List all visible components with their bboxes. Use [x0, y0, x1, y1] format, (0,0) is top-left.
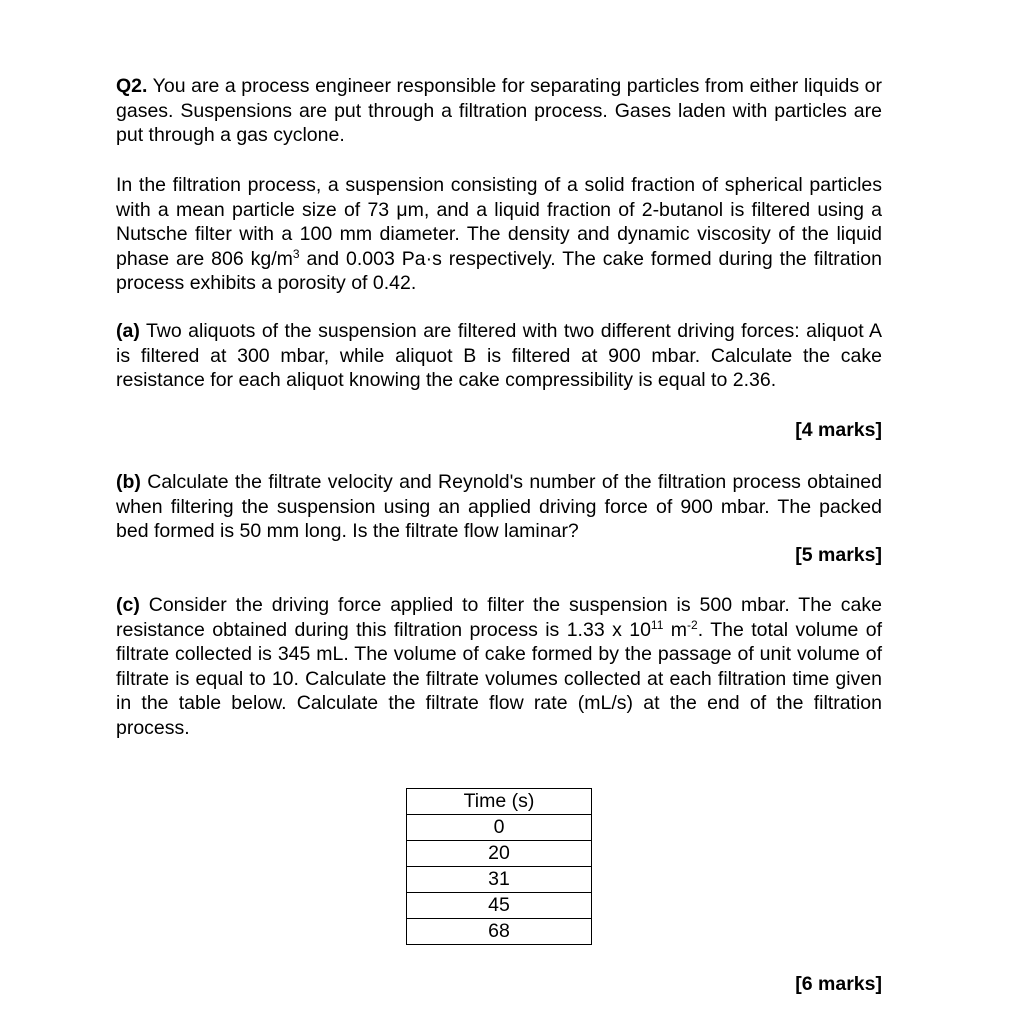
superscript-minus-2: -2	[687, 617, 698, 632]
time-table	[406, 788, 592, 945]
part-c-text-3: . The total volume of filtrate collected is 345 mL. The volume of cake formed by the passage of unit volume of filtrate is equal to 10. Calculate the filtrate volumes collected at each filtration time given in the table below. Calculate the filtrate flow rate (mL/s) at the end of the filtration process.	[116, 618, 882, 739]
table-cell: 68	[407, 919, 592, 945]
part-b-marks: [5 marks]	[795, 544, 882, 566]
question-label: Q2.	[116, 75, 148, 97]
table-cell: 0	[407, 815, 592, 841]
table-cell: 45	[407, 893, 592, 919]
part-a-text: Two aliquots of the suspension are filtered with two different driving forces: aliquot A is filtered at 300 mbar, while aliquot B is filtered at 900 mbar. Calculate the cake resistance for each aliquot knowing the cake compressibility is equal to 2.36.	[116, 320, 882, 391]
table-cell: 20	[407, 841, 592, 867]
table-header-time: Time (s)	[407, 789, 592, 815]
filtration-text-2: and 0.003 Pa·s respectively. The cake formed during the filtration process exhibits a porosity of 0.42.	[116, 247, 882, 294]
part-b	[116, 470, 882, 544]
part-a-marks: [4 marks]	[795, 419, 882, 441]
part-c-text-2: m	[663, 618, 688, 641]
table-cell: 31	[407, 867, 592, 893]
table-row	[407, 815, 592, 841]
part-b-text: Calculate the filtrate velocity and Reynold's number of the filtration process obtained when filtering the suspension using an applied driving force of 900 mbar. The packed bed formed is 50 mm long. Is the filtrate flow laminar?	[116, 471, 882, 542]
superscript-11: 11	[650, 617, 664, 632]
part-c-label: (c)	[116, 594, 140, 616]
superscript-3: 3	[292, 246, 300, 261]
table-row	[407, 919, 592, 945]
question-intro	[116, 74, 882, 148]
table-row	[407, 867, 592, 893]
table-row	[407, 841, 592, 867]
table-row	[407, 893, 592, 919]
part-a	[116, 319, 882, 393]
part-c-text-1: Consider the driving force applied to filter the suspension is 500 mbar. The cake resistance obtained during this filtration process is 1.33 x 10	[116, 594, 882, 641]
question-intro-text: You are a process engineer responsible for separating particles from either liquids or gases. Suspensions are put through a filtration process. Gases laden with particles are put through a gas cyclone.	[116, 75, 882, 146]
table-header-row	[407, 789, 592, 815]
part-a-label: (a)	[116, 320, 140, 342]
part-c	[116, 593, 882, 740]
filtration-description	[116, 173, 882, 296]
part-c-marks: [6 marks]	[795, 973, 882, 995]
part-b-label: (b)	[116, 471, 141, 493]
filtration-text-1: In the filtration process, a suspension consisting of a solid fraction of spherical particles with a mean particle size of 73 μm, and a liquid fraction of 2-butanol is filtered using a Nutsche filter with a 100 mm diameter. The density and dynamic viscosity of the liquid phase are 806 kg/m	[116, 174, 882, 270]
